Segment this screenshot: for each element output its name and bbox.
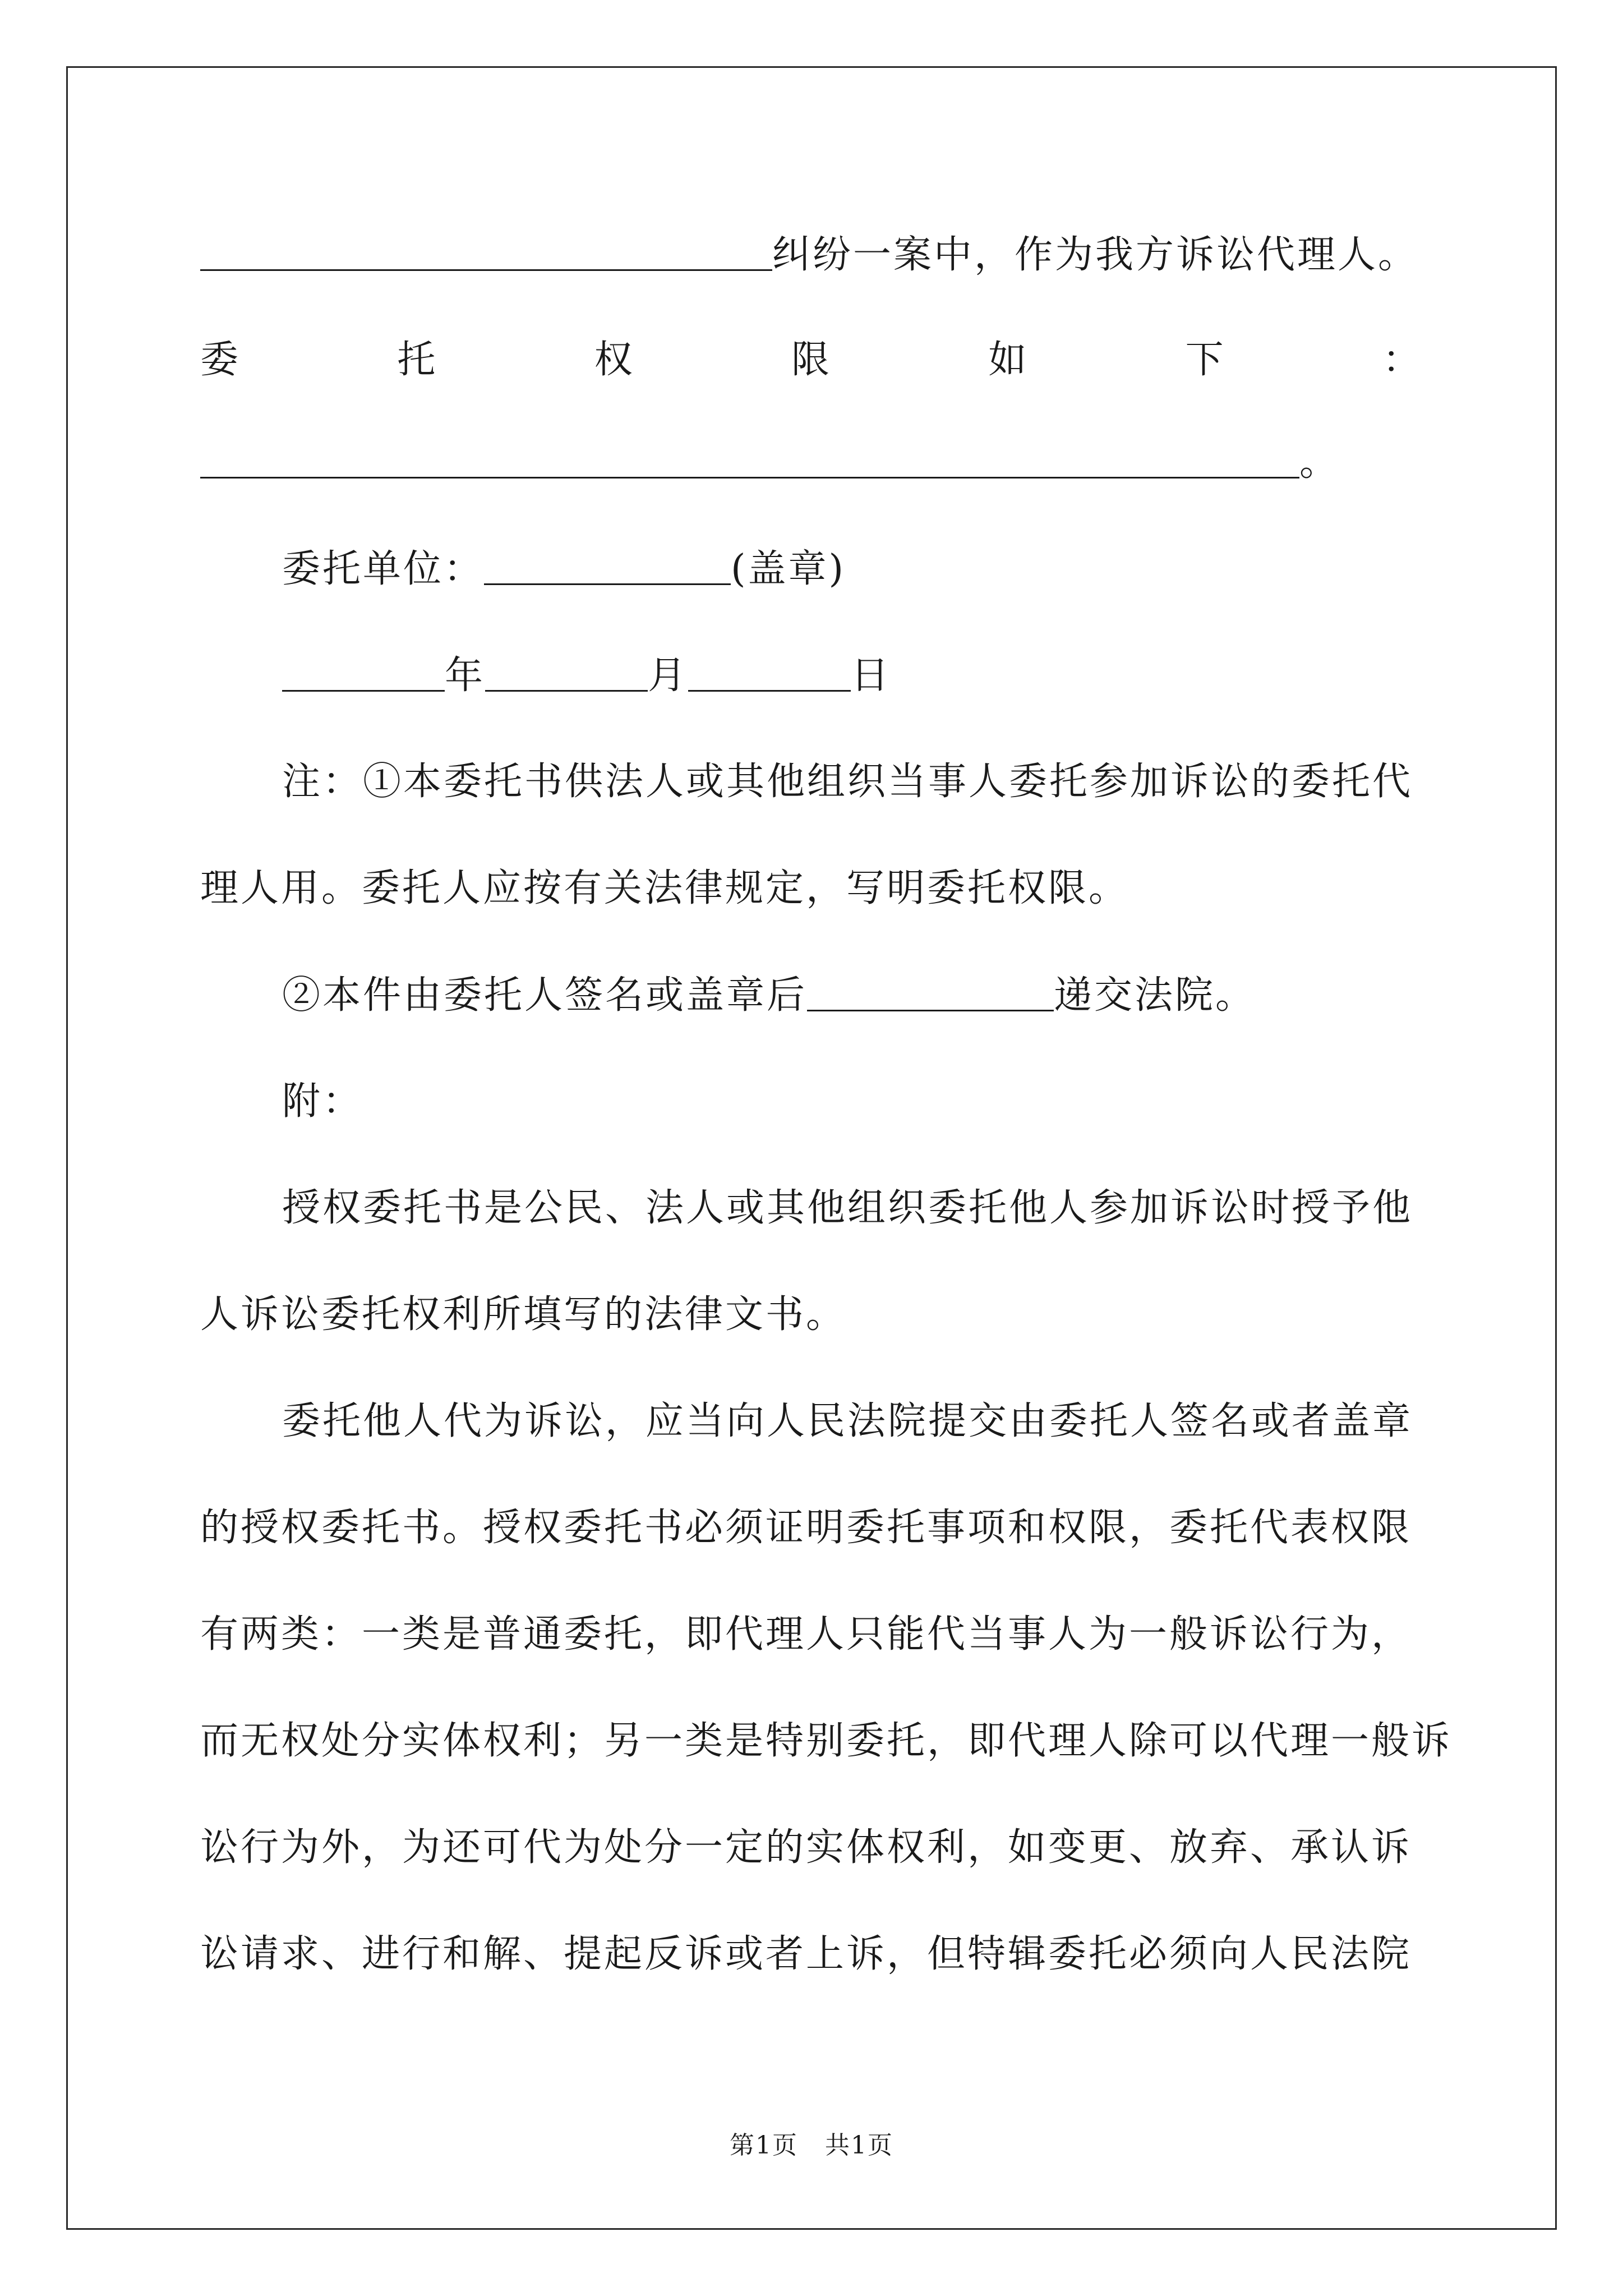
year-blank[interactable] <box>282 656 445 692</box>
heading-char: 托 <box>397 338 438 382</box>
heading-char: 权 <box>594 338 635 382</box>
paragraph-line: 有两类：一类是普通委托，即代理人只能代当事人为一般诉讼行为， <box>200 1612 1412 1657</box>
authority-heading <box>200 338 1423 382</box>
text-line <box>200 233 1419 277</box>
fill-in-blank[interactable] <box>200 236 772 271</box>
page-footer <box>0 2125 1623 2161</box>
page-border <box>66 66 1557 2230</box>
text-line-suffix: 。 <box>1299 440 1340 485</box>
paragraph-line: 讼行为外，为还可代为处分一定的实体权利，如变更、放弃、承认诉 <box>200 1825 1412 1870</box>
day-blank[interactable] <box>688 656 851 692</box>
month-blank[interactable] <box>485 656 648 692</box>
paragraph-line: 授权委托书是公民、法人或其他组织委托他人参加诉讼时授予他 <box>282 1186 1413 1230</box>
page-number: 第1页 <box>730 2131 799 2160</box>
entrusting-unit-line <box>282 547 846 591</box>
text-line-suffix: 纠纷一案中，作为我方诉讼代理人。 <box>772 233 1419 277</box>
paragraph-line: 人诉讼委托权利所填写的法律文书。 <box>200 1292 847 1337</box>
page-total: 共1页 <box>824 2131 893 2160</box>
fill-in-blank[interactable] <box>807 976 1054 1011</box>
entrusting-unit-blank[interactable] <box>484 550 731 585</box>
heading-char: ： <box>1382 338 1423 382</box>
month-label: 月 <box>648 654 689 698</box>
paragraph-line: 讼请求、进行和解、提起反诉或者上诉，但特辑委托必须向人民法院 <box>200 1932 1412 1976</box>
appendix-label: 附： <box>282 1079 363 1124</box>
note-line: 理人用。委托人应按有关法律规定，写明委托权限。 <box>200 866 1129 910</box>
year-label: 年 <box>445 654 486 698</box>
text-line <box>200 440 1340 485</box>
heading-char: 如 <box>988 338 1029 382</box>
heading-char: 限 <box>791 338 832 382</box>
paragraph-line: 委托他人代为诉讼，应当向人民法院提交由委托人签名或者盖章 <box>282 1399 1413 1443</box>
seal-label: (盖章) <box>731 547 846 591</box>
heading-char: 下 <box>1185 338 1226 382</box>
entrusting-unit-label: 委托单位： <box>282 547 485 591</box>
note-line <box>282 973 1256 1018</box>
heading-char: 委 <box>200 338 241 382</box>
fill-in-blank[interactable] <box>200 443 1299 478</box>
paragraph-line: 而无权处分实体权利；另一类是特别委托，即代理人除可以代理一般诉 <box>200 1719 1453 1763</box>
note-suffix: 递交法院。 <box>1054 973 1256 1018</box>
paragraph-line: 的授权委托书。授权委托书必须证明委托事项和权限，委托代表权限 <box>200 1506 1412 1550</box>
note-line: 注：①本委托书供法人或其他组织当事人委托参加诉讼的委托代 <box>282 760 1413 804</box>
note-prefix: ②本件由委托人签名或盖章后 <box>282 973 808 1018</box>
date-line <box>282 654 892 698</box>
day-label: 日 <box>851 654 892 698</box>
